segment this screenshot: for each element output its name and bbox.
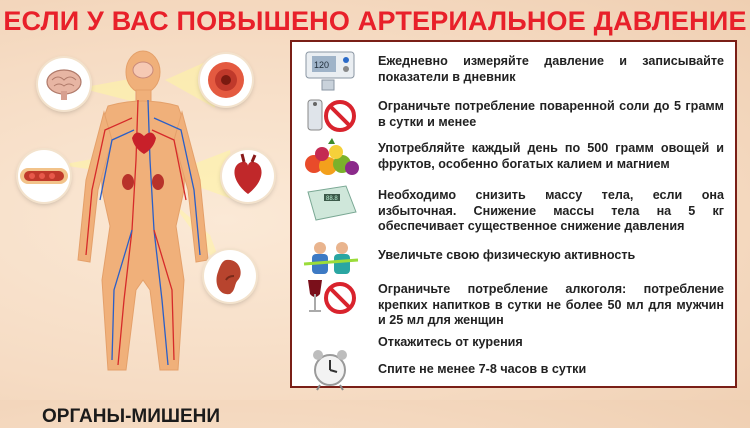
tip-text: Ограничьте потребление поваренной соли до 5 грамм в сутки и менее xyxy=(378,99,724,129)
tip-item xyxy=(292,348,735,388)
organs-caption: ОРГАНЫ-МИШЕНИ xyxy=(42,406,221,427)
svg-text:88.8: 88.8 xyxy=(326,196,338,202)
tip-item xyxy=(292,94,735,136)
tip-text: Употребляйте каждый день по 500 грамм овощей и фруктов, особенно богатых калием и магнием xyxy=(378,141,724,171)
tip-text: Увеличьте свою физическую активность xyxy=(378,248,636,262)
tip-text: Спите не менее 7-8 часов в сутки xyxy=(378,362,587,376)
no-alcohol-icon xyxy=(300,274,362,318)
body-illustration xyxy=(0,40,290,427)
tip-text: Ежедневно измеряйте давление и записывайте показатели в дневник xyxy=(378,54,724,84)
blood-vessel-icon xyxy=(18,150,70,202)
heart-icon xyxy=(222,150,274,202)
eye-icon xyxy=(200,54,252,106)
blood-pressure-monitor-icon xyxy=(300,48,362,92)
tips-panel xyxy=(290,40,737,388)
alarm-clock-icon xyxy=(300,348,362,392)
brain-icon xyxy=(38,58,90,110)
tip-item xyxy=(292,274,735,332)
tip-item xyxy=(292,48,735,94)
tip-item xyxy=(292,136,735,182)
kidney-icon xyxy=(204,250,256,302)
fruits-vegetables-icon xyxy=(300,136,362,180)
scale-icon xyxy=(300,182,362,226)
tip-item xyxy=(292,238,735,274)
no-salt-icon xyxy=(300,94,362,138)
page-title: ЕСЛИ У ВАС ПОВЫШЕНО АРТЕРИАЛЬНОЕ ДАВЛЕНИЕ xyxy=(3,6,747,36)
tip-text: Необходимо снизить массу тела, если она избыточная. Снижение массы тела на 5 кг обеспечивает существенное снижение давления xyxy=(378,188,724,233)
tip-text: Ограничьте потребление алкоголя: потребление крепких напитков в сутки не более 50 мл для мужчин и 25 мл для женщин xyxy=(378,282,724,327)
tip-item xyxy=(292,182,735,238)
svg-text:120: 120 xyxy=(314,60,330,70)
tip-text: Откажитесь от курения xyxy=(378,335,523,349)
